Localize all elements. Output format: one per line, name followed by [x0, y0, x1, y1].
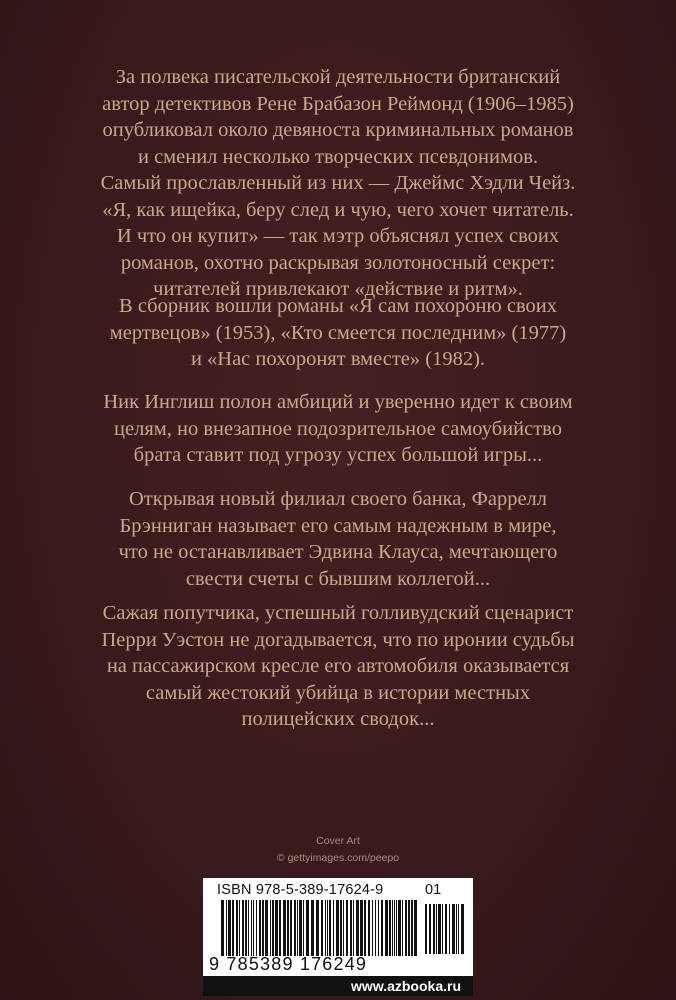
barcode-bar	[394, 900, 395, 956]
barcode-bar	[378, 900, 379, 956]
barcode-bar	[265, 900, 268, 956]
barcode-bar	[436, 904, 437, 954]
text-line: Ник Инглиш полон амбиций и уверенно идет к своим	[103, 391, 573, 413]
barcode-bar	[458, 904, 459, 954]
barcode-bar	[456, 904, 457, 954]
text-line: и «Нас похоронят вместе» (1982).	[190, 348, 486, 370]
barcode-bar	[221, 900, 224, 956]
barcode-bar	[461, 904, 464, 954]
barcode-bar	[251, 900, 252, 956]
barcode-bar	[368, 900, 370, 956]
barcode-bar	[402, 900, 403, 956]
text-line: Брэнниган называет его самым надежным в мире,	[119, 514, 557, 537]
barcode-bar	[414, 900, 417, 956]
barcode-bar	[381, 900, 383, 956]
barcode-bar	[346, 900, 348, 956]
barcode-bar	[375, 900, 376, 956]
publisher-website: www.azbooka.ru	[203, 976, 473, 996]
barcode-bar	[350, 900, 352, 956]
barcode-bar	[408, 900, 410, 956]
text-line: Сажая попутчика, успешный голливудский сценарист	[102, 602, 574, 624]
text-line: романов, охотно раскрывая золотоносный секрет:	[120, 251, 556, 274]
barcode-bar	[372, 900, 373, 956]
barcode-bar	[385, 900, 388, 956]
barcode-bar	[445, 904, 447, 954]
text-line: целям, но внезапное подозрительное самоубийство	[114, 417, 562, 440]
addon-barcode	[425, 904, 467, 954]
barcode-bar	[321, 900, 323, 956]
barcode-bar	[306, 900, 309, 956]
isbn-label: ISBN 978-5-389-17624-9	[217, 882, 384, 898]
barcode-bar	[239, 900, 240, 956]
barcode-bar	[270, 900, 271, 956]
barcode-panel	[203, 878, 473, 976]
text-line: В сборник вошли романы «Я сам похороню своих	[119, 295, 557, 317]
barcode-bar	[253, 900, 254, 956]
barcode-bar	[316, 900, 319, 956]
text-line: опубликовал около девяноста криминальных романов	[102, 119, 574, 141]
text-line: свести счеты с бывшим коллегой...	[185, 567, 491, 590]
paragraph-novel-2	[60, 486, 616, 592]
barcode-bar	[283, 900, 286, 956]
barcode-bar	[248, 900, 249, 956]
barcode-bar	[333, 900, 334, 956]
cover-art-label: Cover Art	[316, 835, 360, 847]
barcode-bar	[392, 900, 393, 956]
barcode-bar	[226, 900, 227, 956]
text-line: Открывая новый филиал своего банка, Фаррелл	[128, 488, 548, 510]
barcode-bar	[411, 900, 413, 956]
barcode-bar	[242, 900, 244, 956]
addon-code: 01	[425, 882, 442, 898]
barcode-bar	[340, 900, 342, 956]
barcode-bar	[389, 900, 391, 956]
barcode-bar	[294, 900, 296, 956]
barcode-bar	[245, 900, 247, 956]
barcode-bar	[353, 900, 354, 956]
barcode-bar	[287, 900, 289, 956]
paragraph-novel-3	[60, 600, 616, 733]
text-line: мертвецов» (1953), «Кто смеется последним» (1977)	[109, 321, 567, 344]
barcode-bar	[356, 900, 359, 956]
barcode-bar	[262, 900, 264, 956]
paragraph-author-bio	[60, 64, 616, 303]
cover-art-source: © gettyimages.com/peepo	[276, 852, 400, 864]
text-line: За полвека писательской деятельности британский	[115, 66, 561, 88]
text-line: брата ставит под угрозу успех большой игры...	[133, 444, 543, 466]
barcode-bar	[364, 900, 366, 956]
barcode-bar	[449, 904, 450, 954]
ean-digits: 9 785389 176249	[209, 954, 368, 974]
text-line: «Я, как ищейка, беру след и чую, чего хочет читатель.	[102, 198, 574, 221]
barcode-bar	[396, 900, 397, 956]
text-line: И что он купит» — так мэтр объяснял успех своих	[116, 225, 560, 247]
paragraph-novel-1	[60, 389, 616, 469]
barcode-bar	[297, 900, 298, 956]
text-line: Самый прославленный из них — Джеймс Хэдли Чейз.	[100, 172, 576, 194]
barcode-bar	[228, 900, 231, 956]
paragraph-collection	[60, 293, 616, 373]
barcode-bar	[425, 904, 427, 954]
text-line: полицейских сводок...	[241, 708, 435, 730]
barcode-bar	[398, 900, 401, 956]
barcode-bar	[442, 904, 443, 954]
barcode-bar	[343, 900, 344, 956]
barcode-bar	[290, 900, 292, 956]
text-line: читателей привлекают «действие и ритм».	[153, 278, 523, 300]
barcode-bar	[405, 900, 407, 956]
barcode-bar	[336, 900, 339, 956]
ean-barcode	[221, 900, 417, 956]
barcode-bar	[433, 904, 435, 954]
barcode-bar	[303, 900, 304, 956]
barcode-bar	[279, 900, 281, 956]
barcode-bar	[327, 900, 328, 956]
barcode-bar	[299, 900, 302, 956]
barcode-bar	[438, 904, 441, 954]
barcode-bar	[325, 900, 326, 956]
text-line: на пассажирском кресле его автомобиля оказывается	[106, 655, 570, 677]
barcode-bar	[256, 900, 257, 956]
text-line: Перри Уэстон не догадывается, что по иронии судьбы	[101, 628, 575, 651]
barcode-bar	[360, 900, 363, 956]
barcode-bar	[236, 900, 238, 956]
barcode-bar	[232, 900, 234, 956]
text-line: и сменил несколько творческих псевдонимов.	[137, 145, 539, 168]
barcode-bar	[452, 904, 455, 954]
text-line: самый жестокий убийца в истории местных	[145, 681, 531, 704]
barcode-bar	[275, 900, 278, 956]
text-line: автор детективов Рене Брабазон Реймонд (1906–1985)	[102, 92, 574, 115]
barcode-bar	[311, 900, 314, 956]
barcode-bar	[429, 904, 431, 954]
text-line: что не останавливает Эдвина Клауса, мечтающего	[118, 541, 558, 563]
barcode-bar	[259, 900, 261, 956]
barcode-bar	[329, 900, 331, 956]
barcode-bar	[272, 900, 274, 956]
